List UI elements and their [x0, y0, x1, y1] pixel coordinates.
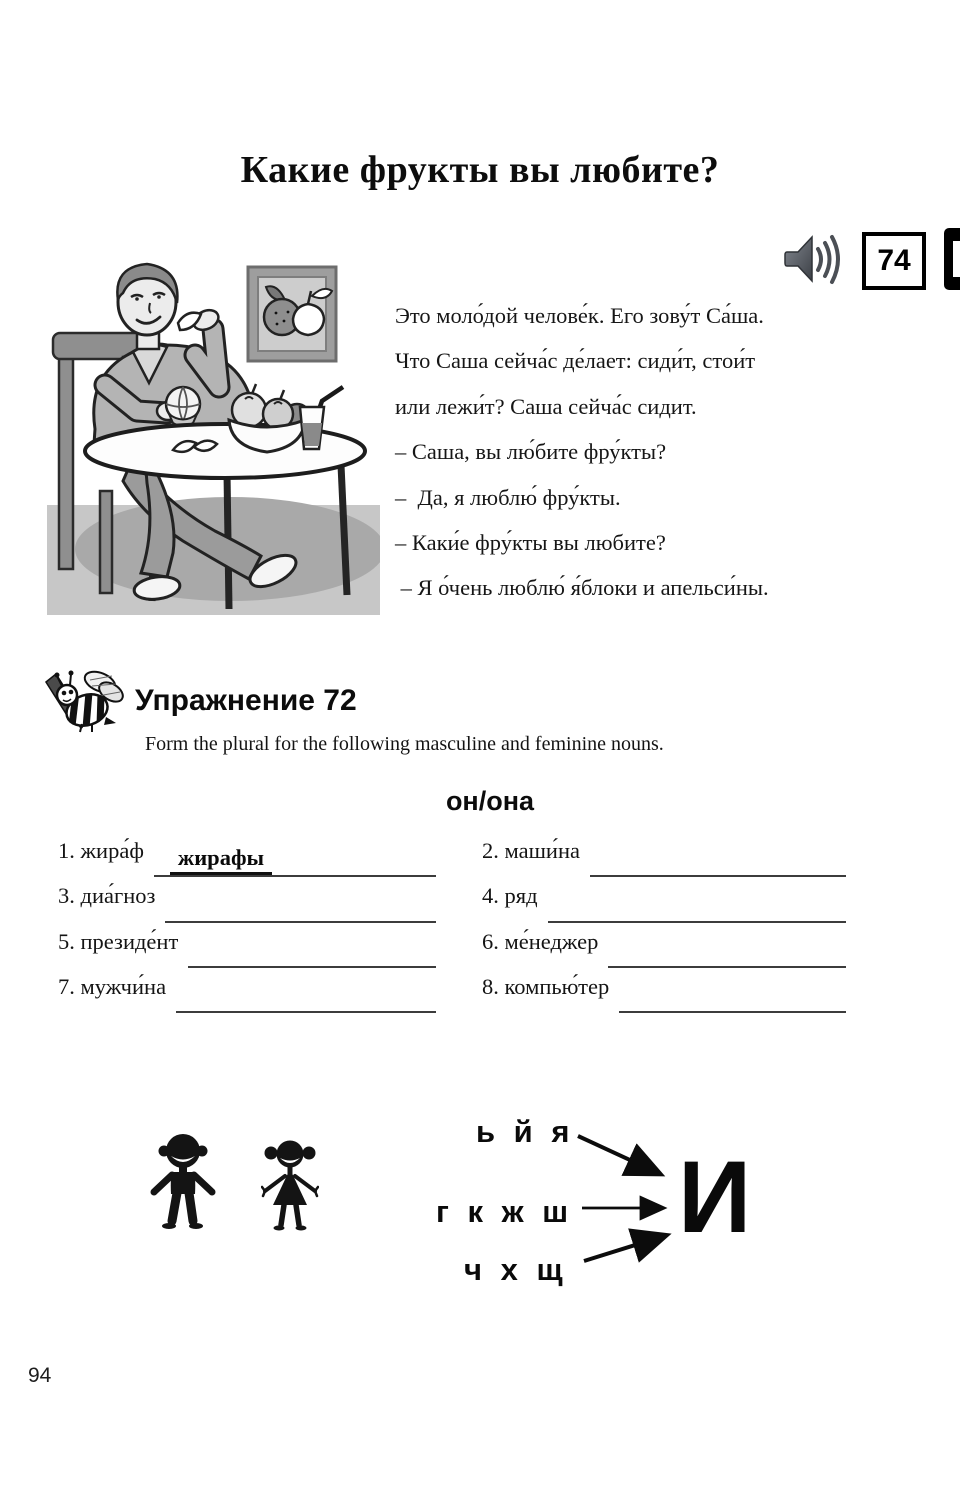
item-number: 6. [482, 928, 499, 954]
arrows-to-target [558, 1118, 683, 1283]
reading-line: – Да, я люблю́ фру́кты. [395, 484, 621, 510]
letter-group-hush: ч х щ [464, 1252, 568, 1287]
reading-line: Что Саша сейча́с де́лает: сиди́т, стои́т [395, 348, 756, 374]
item-word: диа́гноз [80, 883, 156, 909]
answer-blank[interactable] [619, 981, 846, 1013]
exercise-item-1 [58, 838, 436, 883]
page-edge-artifact [944, 228, 960, 290]
exercise-instruction: Form the plural for the following masculine and feminine nouns. [145, 733, 664, 755]
answer-blank[interactable] [608, 936, 846, 968]
reading-line: Это моло́дой челове́к. Его зову́т Са́ша. [395, 303, 764, 328]
item-word: ряд [504, 883, 538, 909]
exercise-item-2 [482, 838, 846, 883]
exercise-heading: Упражнение 72 [135, 684, 357, 717]
exercise-item-3 [58, 883, 436, 928]
boy-silhouette-icon [150, 1132, 216, 1232]
exercise-item-6 [482, 929, 846, 974]
reading-line: – Каки́е фру́кты вы любите? [395, 530, 666, 556]
reading-passage [395, 293, 955, 611]
item-number: 8. [482, 973, 499, 999]
answer-blank[interactable] [590, 845, 846, 877]
exercise-column-left [58, 838, 436, 1019]
item-word: ме́неджер [504, 928, 599, 954]
audio-track-number [862, 232, 926, 290]
page-title: Какие фрукты вы любите? [240, 149, 720, 191]
item-word: компью́тер [504, 973, 610, 999]
track-number-label: 74 [877, 244, 911, 277]
item-number: 4. [482, 883, 499, 909]
example-answer: жирафы [170, 844, 272, 875]
item-word: маши́на [504, 838, 580, 863]
item-number: 5. [58, 928, 75, 954]
item-number: 7. [58, 973, 75, 999]
girl-silhouette-icon [261, 1140, 319, 1232]
letter-group-soft: ь й я [476, 1114, 575, 1149]
reading-line: или лежи́т? Саша сейча́с сидит. [395, 393, 697, 419]
item-word: мужчи́на [80, 973, 167, 999]
speaker-sound-icon [783, 226, 847, 292]
answer-blank[interactable] [165, 891, 436, 923]
exercise-item-7 [58, 974, 436, 1019]
exercise-column-right [482, 838, 846, 1019]
item-number: 3. [58, 883, 75, 909]
reading-line: – Я о́чень люблю́ я́блоки и апельси́ны. [395, 575, 769, 601]
bee-pencil-icon [40, 668, 126, 738]
item-word: президе́нт [80, 928, 179, 954]
exercise-item-4 [482, 883, 846, 928]
item-number: 1. [58, 838, 75, 863]
target-letter: И [678, 1140, 752, 1254]
reading-line: – Саша, вы лю́бите фру́кты? [395, 439, 667, 465]
item-number: 2. [482, 838, 499, 863]
answer-blank[interactable] [188, 936, 436, 968]
page-number: 94 [28, 1364, 52, 1387]
answer-blank[interactable] [154, 845, 436, 877]
answer-blank[interactable] [548, 891, 846, 923]
exercise-item-5 [58, 929, 436, 974]
item-word: жира́ф [80, 838, 144, 863]
man-eating-fruit-illustration [45, 253, 380, 615]
letter-group-velar: г к ж ш [436, 1194, 574, 1229]
exercise-item-8 [482, 974, 846, 1019]
gender-subheading: он/она [445, 786, 535, 816]
answer-blank[interactable] [176, 981, 436, 1013]
